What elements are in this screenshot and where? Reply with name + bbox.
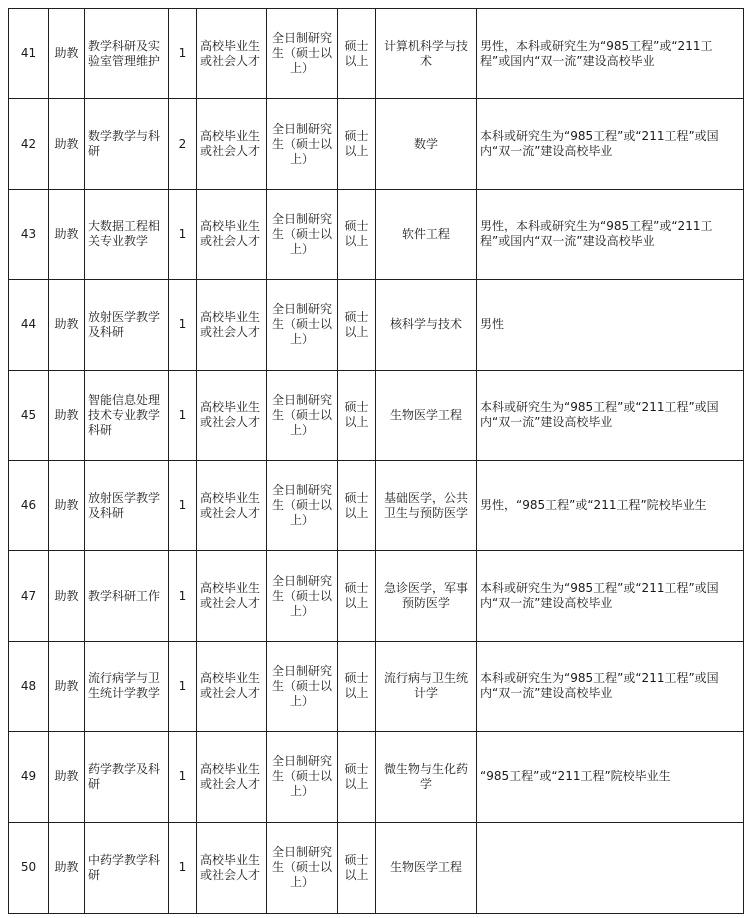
- cell-number: 50: [9, 822, 49, 913]
- cell-major: 微生物与生化药学: [376, 732, 477, 822]
- cell-count: 1: [169, 370, 197, 460]
- cell-degree: 硕士以上: [338, 460, 376, 550]
- cell-number: 45: [9, 370, 49, 460]
- cell-major: 急诊医学，军事预防医学: [376, 551, 477, 641]
- cell-count: 2: [169, 99, 197, 189]
- cell-source: 高校毕业生或社会人才: [197, 280, 267, 370]
- cell-count: 1: [169, 9, 197, 99]
- cell-title: 助教: [49, 9, 85, 99]
- cell-study-form: 全日制研究生（硕士以上）: [267, 732, 338, 822]
- cell-study-form: 全日制研究生（硕士以上）: [267, 189, 338, 279]
- cell-position: 数学教学与科研: [85, 99, 169, 189]
- cell-major: 生物医学工程: [376, 370, 477, 460]
- table-row: [9, 822, 744, 913]
- cell-number: 42: [9, 99, 49, 189]
- cell-source: 高校毕业生或社会人才: [197, 9, 267, 99]
- cell-count: 1: [169, 641, 197, 731]
- cell-number: 41: [9, 9, 49, 99]
- cell-number: 48: [9, 641, 49, 731]
- cell-major: 核科学与技术: [376, 280, 477, 370]
- cell-requirements: 男性: [477, 280, 744, 370]
- cell-major: 数学: [376, 99, 477, 189]
- cell-degree: 硕士以上: [338, 551, 376, 641]
- cell-position: 教学科研工作: [85, 551, 169, 641]
- cell-source: 高校毕业生或社会人才: [197, 822, 267, 913]
- cell-position: 放射医学教学及科研: [85, 280, 169, 370]
- cell-requirements: “985工程”或“211工程”院校毕业生: [477, 732, 744, 822]
- cell-title: 助教: [49, 551, 85, 641]
- cell-study-form: 全日制研究生（硕士以上）: [267, 460, 338, 550]
- cell-title: 助教: [49, 99, 85, 189]
- cell-title: 助教: [49, 732, 85, 822]
- cell-title: 助教: [49, 370, 85, 460]
- cell-number: 47: [9, 551, 49, 641]
- cell-source: 高校毕业生或社会人才: [197, 641, 267, 731]
- cell-position: 放射医学教学及科研: [85, 460, 169, 550]
- cell-title: 助教: [49, 460, 85, 550]
- cell-count: 1: [169, 822, 197, 913]
- cell-position: 中药学教学科研: [85, 822, 169, 913]
- cell-number: 49: [9, 732, 49, 822]
- cell-major: 生物医学工程: [376, 822, 477, 913]
- table-row: [9, 9, 744, 99]
- cell-source: 高校毕业生或社会人才: [197, 460, 267, 550]
- cell-study-form: 全日制研究生（硕士以上）: [267, 641, 338, 731]
- cell-source: 高校毕业生或社会人才: [197, 370, 267, 460]
- cell-position: 流行病学与卫生统计学教学: [85, 641, 169, 731]
- cell-position: 智能信息处理技术专业教学科研: [85, 370, 169, 460]
- table-row: [9, 370, 744, 460]
- cell-major: 软件工程: [376, 189, 477, 279]
- cell-study-form: 全日制研究生（硕士以上）: [267, 99, 338, 189]
- cell-position: 教学科研及实验室管理维护: [85, 9, 169, 99]
- cell-study-form: 全日制研究生（硕士以上）: [267, 551, 338, 641]
- cell-requirements: 本科或研究生为“985工程”或“211工程”或国内“双一流”建设高校毕业: [477, 551, 744, 641]
- table-row: [9, 99, 744, 189]
- cell-major: 基础医学，公共卫生与预防医学: [376, 460, 477, 550]
- cell-count: 1: [169, 551, 197, 641]
- cell-count: 1: [169, 189, 197, 279]
- cell-requirements: 男性，“985工程”或“211工程”院校毕业生: [477, 460, 744, 550]
- cell-source: 高校毕业生或社会人才: [197, 732, 267, 822]
- cell-degree: 硕士以上: [338, 732, 376, 822]
- cell-source: 高校毕业生或社会人才: [197, 99, 267, 189]
- recruitment-table-sheet: [8, 8, 743, 914]
- cell-degree: 硕士以上: [338, 99, 376, 189]
- cell-position: 大数据工程相关专业教学: [85, 189, 169, 279]
- cell-title: 助教: [49, 280, 85, 370]
- table-row: [9, 189, 744, 279]
- cell-source: 高校毕业生或社会人才: [197, 551, 267, 641]
- cell-requirements: 本科或研究生为“985工程”或“211工程”或国内“双一流”建设高校毕业: [477, 370, 744, 460]
- table-row: [9, 732, 744, 822]
- cell-requirements: 本科或研究生为“985工程”或“211工程”或国内“双一流”建设高校毕业: [477, 99, 744, 189]
- cell-number: 44: [9, 280, 49, 370]
- cell-source: 高校毕业生或社会人才: [197, 189, 267, 279]
- cell-title: 助教: [49, 822, 85, 913]
- cell-count: 1: [169, 732, 197, 822]
- cell-degree: 硕士以上: [338, 370, 376, 460]
- cell-number: 43: [9, 189, 49, 279]
- table-row: [9, 551, 744, 641]
- cell-degree: 硕士以上: [338, 280, 376, 370]
- cell-study-form: 全日制研究生（硕士以上）: [267, 280, 338, 370]
- cell-study-form: 全日制研究生（硕士以上）: [267, 9, 338, 99]
- cell-study-form: 全日制研究生（硕士以上）: [267, 822, 338, 913]
- cell-requirements: [477, 822, 744, 913]
- recruitment-table: [8, 8, 744, 914]
- cell-degree: 硕士以上: [338, 641, 376, 731]
- cell-degree: 硕士以上: [338, 189, 376, 279]
- cell-count: 1: [169, 280, 197, 370]
- cell-study-form: 全日制研究生（硕士以上）: [267, 370, 338, 460]
- cell-number: 46: [9, 460, 49, 550]
- table-row: [9, 460, 744, 550]
- table-row: [9, 280, 744, 370]
- cell-requirements: 男性，本科或研究生为“985工程”或“211工程”或国内“双一流”建设高校毕业: [477, 9, 744, 99]
- cell-degree: 硕士以上: [338, 9, 376, 99]
- cell-degree: 硕士以上: [338, 822, 376, 913]
- cell-major: 计算机科学与技术: [376, 9, 477, 99]
- cell-title: 助教: [49, 641, 85, 731]
- cell-title: 助教: [49, 189, 85, 279]
- cell-requirements: 男性，本科或研究生为“985工程”或“211工程”或国内“双一流”建设高校毕业: [477, 189, 744, 279]
- cell-major: 流行病与卫生统计学: [376, 641, 477, 731]
- cell-count: 1: [169, 460, 197, 550]
- cell-position: 药学教学及科研: [85, 732, 169, 822]
- cell-requirements: 本科或研究生为“985工程”或“211工程”或国内“双一流”建设高校毕业: [477, 641, 744, 731]
- table-row: [9, 641, 744, 731]
